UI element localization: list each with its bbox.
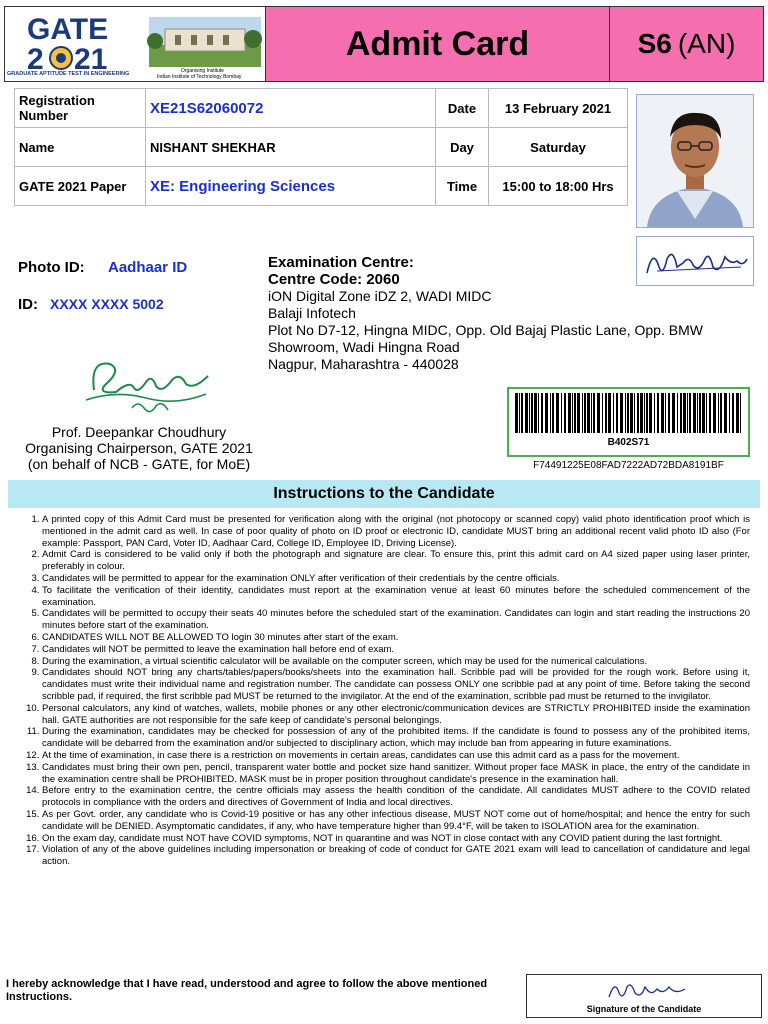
table-row — [15, 89, 628, 128]
chairperson-block — [14, 424, 264, 472]
admit-card-title-panel — [266, 6, 610, 82]
organising-institute: Indian Institute of Technology Bombay — [157, 74, 242, 80]
svg-text:2: 2 — [27, 43, 44, 76]
centre-address-line: Showroom, Wadi Hingna Road — [268, 339, 460, 355]
paper-label: GATE 2021 Paper — [15, 167, 146, 206]
instruction-item: 17. Violation of any of the above guidelines including impersonation or breaking of code of conduct for GATE 2021 exam will lead to cancellation of candidature and legal action. — [42, 844, 750, 868]
instruction-item: 16. On the exam day, candidate must NOT have COVID symptoms, NOT in quarantine and was NOT in close contact with any COVID patient during the last fortnight. — [42, 833, 750, 845]
chairperson-signature — [76, 350, 216, 424]
photo-id-label: Photo ID: — [18, 259, 85, 276]
instruction-item: 8. During the examination, a virtual scientific calculator will be available on the computer screen, which may be used for the numerical calculations. — [42, 656, 750, 668]
centre-address-line: Balaji Infotech — [268, 305, 356, 321]
gate-logo-panel — [4, 6, 266, 82]
session-code: S6 — [637, 28, 672, 59]
exam-centre-block — [268, 254, 703, 373]
photo-id-type: Aadhaar ID — [108, 259, 188, 276]
chairperson-name: Prof. Deepankar Choudhury — [51, 424, 227, 440]
centre-heading: Examination Centre: — [268, 254, 414, 271]
barcode-panel — [507, 387, 750, 457]
gate-tagline: GRADUATE APTITUDE TEST IN ENGINEERING — [7, 71, 130, 77]
instruction-item: 10. Personal calculators, any kind of watches, wallets, mobile phones or any other electronic/communication devices are STRICTLY PROHIBITED inside the examination hall. GATE authorities are not responsible for the safe keep of candidate's personal belongings. — [42, 703, 750, 727]
instruction-item: 1. A printed copy of this Admit Card must be presented for verification along with the original (not photocopy or scanned copy) valid photo identification proof which is mentioned in the admit card as well. In case of poor quality of photo on ID proof or electronic ID, candidate MUST bring an additional recent valid photo ID also (For example: Passport, PAN Card, Voter ID, Aadhaar Card, College ID, Employee ID, Driving License). — [42, 514, 750, 549]
barcode-code: B402S71 — [607, 437, 650, 448]
svg-text:21: 21 — [74, 43, 108, 76]
organising-label: Organising Institute — [181, 68, 225, 74]
registration-number: XE21S62060072 — [146, 89, 436, 128]
exam-day: Saturday — [489, 128, 628, 167]
signature-icon — [605, 977, 689, 1003]
registration-label: Registration Number — [15, 89, 146, 128]
candidate-signature-box — [526, 974, 762, 1018]
chairperson-role: Organising Chairperson, GATE 2021 — [25, 440, 253, 456]
instruction-item: 2. Admit Card is considered to be valid only if both the photograph and signature are clear. To ensure this, print this admit card on A4 sized paper using laser printer, preferably in colour. — [42, 549, 750, 573]
candidate-photo — [636, 94, 754, 228]
instruction-item: 5. Candidates will be permitted to occupy their seats 40 minutes before the scheduled start of the examination. Candidates can login and start reading the instructions 20 minutes before start of the examination. — [42, 608, 750, 632]
instruction-item: 6. CANDIDATES WILL NOT BE ALLOWED TO login 30 minutes after start of the exam. — [42, 632, 750, 644]
session-panel — [610, 6, 764, 82]
instructions-list — [8, 514, 750, 868]
id-label: ID: — [18, 296, 38, 313]
centre-address-line: Nagpur, Maharashtra - 440028 — [268, 356, 459, 372]
acknowledgement-text: I hereby acknowledge that I have read, understood and agree to follow the above mentioned Instructions. — [6, 978, 488, 1003]
table-row — [15, 167, 628, 206]
svg-text:GATE: GATE — [27, 13, 109, 46]
centre-address-line: Plot No D7-12, Hingna MIDC, Opp. Old Bajaj Plastic Lane, Opp. BMW — [268, 322, 703, 338]
chairperson-signature-icon — [76, 350, 216, 424]
centre-address-line: iON Digital Zone iDZ 2, WADI MIDC — [268, 288, 492, 304]
instruction-item: 15. As per Govt. order, any candidate who is Covid-19 positive or has any other infectious disease, MUST NOT come out of home/hospital; and hence the entry for such candidate will be DENIED. Asymptomatic candidates, if any, who have temperature higher than 99.4°F, will be taken to ISOLATION area for the examination. — [42, 809, 750, 833]
exam-time: 15:00 to 18:00 Hrs — [489, 167, 628, 206]
session-period: (AN) — [677, 28, 736, 59]
instruction-item: 7. Candidates will NOT be permitted to leave the examination hall before end of exam. — [42, 644, 750, 656]
instruction-item: 11. During the examination, candidates may be checked for possession of any of the prohibited items. If the candidate is found to possess any of the prohibited items, candidate will be debarred from the examination and/or subjected to disciplinary action, which may include ban from appearing in future examinations. — [42, 726, 750, 750]
name-label: Name — [15, 128, 146, 167]
signature-label: Signature of the Candidate — [586, 1004, 702, 1014]
gate-logo-graphic — [5, 7, 265, 81]
instruction-item: 3. Candidates will be permitted to appear for the examination ONLY after verification of their credentials by the centre officials. — [42, 573, 750, 585]
id-number: XXXX XXXX 5002 — [50, 296, 164, 312]
exam-date: 13 February 2021 — [489, 89, 628, 128]
paper-name: XE: Engineering Sciences — [146, 167, 436, 206]
time-label: Time — [436, 167, 489, 206]
day-label: Day — [436, 128, 489, 167]
chairperson-behalf: (on behalf of NCB - GATE, for MoE) — [27, 456, 251, 472]
instruction-item: 4. To facilitate the verification of their identity, candidates must report at the examination venue at least 60 minutes before the scheduled commencement of the examination. — [42, 585, 750, 609]
candidate-name: NISHANT SHEKHAR — [146, 128, 436, 167]
barcode-icon — [515, 393, 742, 433]
instruction-item: 13. Candidates must bring their own pen, pencil, transparent water bottle and pocket size hand sanitizer. Without proper face MASK in place, the entry of the candidate in the examination centre shall be PROHIBITED. MASK must be in proper position throughout candidate's presence in the examination hall. — [42, 762, 750, 786]
candidate-details-table — [14, 88, 628, 206]
centre-code: Centre Code: 2060 — [268, 271, 400, 288]
page-title: Admit Card — [345, 24, 530, 63]
instruction-item: 9. Candidates should NOT bring any charts/tables/papers/books/sheets into the examination hall. Scribble pad will be provided for the rough work. Before using it, candidates must write their individual name and registration number. The candidate can possess ONLY one scribble pad at any point of time. Before taking the second scribble pad, if required, the first scribble pad MUST be returned to the invigilator. At the end of the examination, scribble pad must be returned to the invigilator. — [42, 667, 750, 702]
instruction-item: 14. Before entry to the examination centre, the centre officials may assess the health condition of the candidate. All candidates MUST adhere to the COVID related protocols in compliance with the orders and directives of Government of India and local directives. — [42, 785, 750, 809]
instructions-heading: Instructions to the Candidate — [8, 480, 760, 508]
person-photo-icon — [637, 95, 753, 227]
date-label: Date — [436, 89, 489, 128]
instruction-item: 12. At the time of examination, in case there is a restriction on movements in certain areas, candidates can use this admit card as a pass for the movement. — [42, 750, 750, 762]
table-row — [15, 128, 628, 167]
barcode-hash: F74491225E08FAD7222AD72BDA8191BF — [533, 460, 724, 471]
